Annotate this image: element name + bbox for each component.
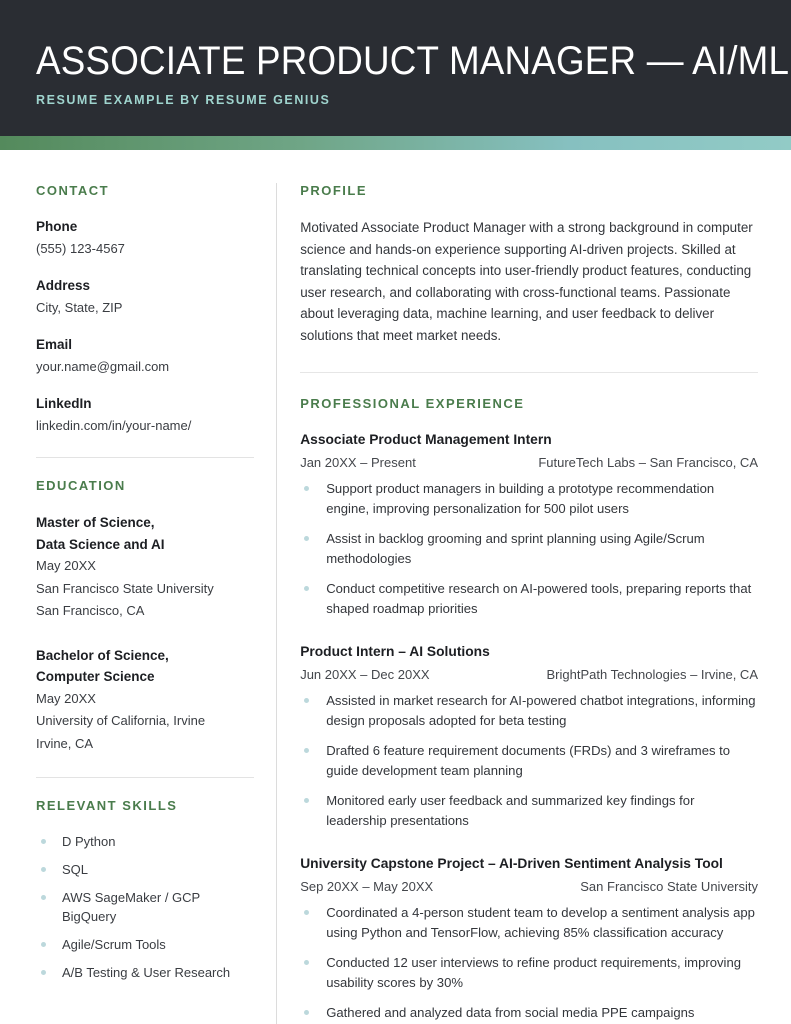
education-item xyxy=(36,645,254,756)
experience-dates: Jun 20XX – Dec 20XX xyxy=(300,666,430,682)
education-item xyxy=(36,512,254,623)
education-location: San Francisco, CA xyxy=(36,603,145,618)
education-date: May 20XX xyxy=(36,558,96,573)
contact-item-phone xyxy=(36,217,254,259)
gradient-accent-bar xyxy=(0,136,791,150)
education-degree-line1: Master of Science, xyxy=(36,515,155,530)
experience-organization: FutureTech Labs – San Francisco, CA xyxy=(538,454,758,470)
experience-meta xyxy=(300,665,758,684)
education-school: San Francisco State University xyxy=(36,580,214,596)
experience-job-title: University Capstone Project – AI-Driven Sentiment Analysis Tool xyxy=(300,855,723,871)
section-profile xyxy=(300,183,758,347)
list-item: Monitored early user feedback and summarized key findings for leadership presentations xyxy=(300,791,758,832)
sidebar-column xyxy=(0,183,276,1024)
list-item: Assisted in market research for AI-powered chatbot integrations, informing design proposals adopted for beta testing xyxy=(300,691,758,732)
list-item: Assist in backlog grooming and sprint planning using Agile/Scrum methodologies xyxy=(300,529,758,570)
education-location: Irvine, CA xyxy=(36,735,94,751)
contact-value-linkedin[interactable]: linkedin.com/in/your-name/ xyxy=(36,418,192,433)
main-divider-1 xyxy=(300,372,758,373)
education-degree-line2: Computer Science xyxy=(36,669,155,684)
experience-organization: BrightPath Technologies – Irvine, CA xyxy=(546,666,758,682)
experience-dates: Jan 20XX – Present xyxy=(300,454,416,470)
contact-value-phone: (555) 123-4567 xyxy=(36,241,125,256)
experience-entry xyxy=(300,430,758,620)
contact-label-address: Address xyxy=(36,278,91,293)
profile-text: Motivated Associate Product Manager with a strong background in computer science and hands-on experience supporting AI-driven projects. Skilled at translating technical concepts into user-friendly product features, conducting user research, and collaborating with cross-functional teams. Passionate about leveraging data, machine learning, and user feedback to deliver solutions that meet market needs. xyxy=(300,220,753,343)
section-heading-education: EDUCATION xyxy=(36,478,126,493)
sidebar-divider-2 xyxy=(36,777,254,778)
contact-label-phone: Phone xyxy=(36,219,78,234)
section-education xyxy=(36,478,254,755)
experience-bullets xyxy=(300,479,758,620)
resume-header xyxy=(0,0,791,136)
education-date: May 20XX xyxy=(36,690,96,706)
contact-value-email[interactable]: your.name@gmail.com xyxy=(36,359,170,374)
section-experience xyxy=(300,396,758,1024)
experience-bullets xyxy=(300,903,758,1024)
contact-value-address: City, State, ZIP xyxy=(36,300,123,315)
main-column xyxy=(276,183,791,1024)
section-heading-experience: PROFESSIONAL EXPERIENCE xyxy=(300,395,525,411)
experience-meta xyxy=(300,453,758,472)
experience-bullets xyxy=(300,691,758,832)
list-item: Conducted 12 user interviews to refine product requirements, improving usability scores by 30% xyxy=(300,953,758,994)
sidebar-divider-1 xyxy=(36,457,254,458)
section-heading-profile: PROFILE xyxy=(300,183,368,198)
list-item: Gathered and analyzed data from social media PPE campaigns xyxy=(300,1003,758,1024)
list-item: AWS SageMaker / GCP BigQuery xyxy=(36,888,254,926)
experience-organization: San Francisco State University xyxy=(580,878,758,894)
list-item: Agile/Scrum Tools xyxy=(36,935,254,954)
experience-job-title: Associate Product Management Intern xyxy=(300,431,552,447)
page-title: ASSOCIATE PRODUCT MANAGER — AI/ML xyxy=(36,39,790,83)
list-item: Coordinated a 4-person student team to develop a sentiment analysis app using Python and TensorFlow, achieving 85% classification accuracy xyxy=(300,903,758,944)
contact-item-email xyxy=(36,335,254,377)
experience-entry xyxy=(300,854,758,1024)
list-item: Drafted 6 feature requirement documents (FRDs) and 3 wireframes to guide development team planning xyxy=(300,741,758,782)
skills-list xyxy=(36,832,254,982)
education-degree-line1: Bachelor of Science, xyxy=(36,647,169,663)
contact-label-linkedin: LinkedIn xyxy=(36,396,92,411)
education-degree-line2: Data Science and AI xyxy=(36,536,165,552)
experience-meta xyxy=(300,877,758,896)
list-item: A/B Testing & User Research xyxy=(36,963,254,982)
section-heading-contact: CONTACT xyxy=(36,183,110,198)
section-heading-skills: RELEVANT SKILLS xyxy=(36,798,178,813)
list-item: Support product managers in building a prototype recommendation engine, improving personalization for 500 pilot users xyxy=(300,479,758,520)
list-item: SQL xyxy=(36,860,254,879)
list-item: D Python xyxy=(36,832,254,851)
experience-job-title: Product Intern – AI Solutions xyxy=(300,643,490,659)
contact-item-linkedin xyxy=(36,394,254,436)
education-school: University of California, Irvine xyxy=(36,713,206,728)
contact-item-address xyxy=(36,276,254,318)
experience-entry xyxy=(300,642,758,832)
header-subtitle: RESUME EXAMPLE BY RESUME GENIUS xyxy=(36,93,331,107)
experience-dates: Sep 20XX – May 20XX xyxy=(300,878,434,894)
section-contact xyxy=(36,183,254,436)
contact-label-email: Email xyxy=(36,337,73,352)
section-skills xyxy=(36,798,254,982)
resume-body xyxy=(0,150,791,1024)
list-item: Conduct competitive research on AI-powered tools, preparing reports that shaped roadmap priorities xyxy=(300,579,758,620)
